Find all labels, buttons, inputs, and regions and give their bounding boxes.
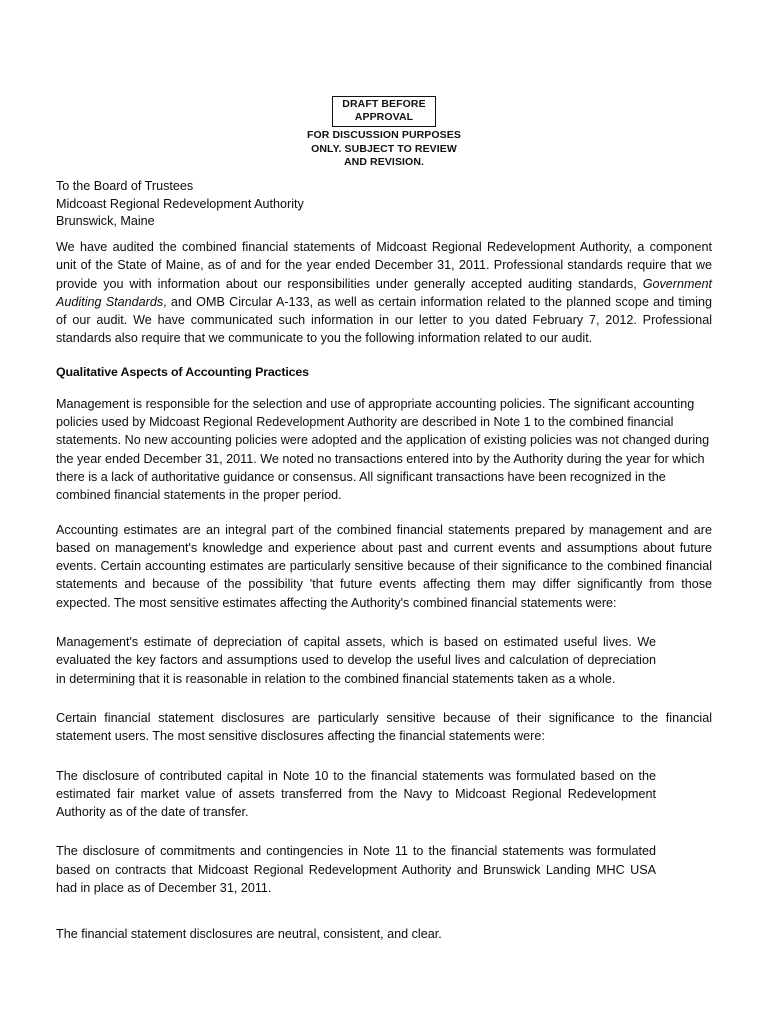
draft-stamp-line-2: ONLY. SUBJECT TO REVIEW [311,142,457,155]
draft-stamp-box-wrapper [56,96,712,127]
paragraph-accounting-estimates: Accounting estimates are an integral part of the combined financial statements prepared by management and are based on management's knowledge and experience about past and current events and assumptions about future events. Certain accounting estimates are particularly sensitive because of their significance to the combined financial statements and because of the possibility 'that future events affecting them may differ significantly from those expected. The most sensitive estimates affecting the Authority's combined financial statements were: [56,522,712,610]
draft-stamp-line-3: AND REVISION. [343,156,425,168]
paragraph-management-policies: Management is responsible for the selection and use of appropriate accounting policies. The significant accounting policies used by Midcoast Regional Redevelopment Authority are described in Note 1 to the combined financial statements. No new accounting policies were adopted and the application of existing policies was not changed during the year ended December 31, 2011. We noted no transactions entered into by the Authority during the year for which there is a lack of authoritative guidance or consensus. All significant transactions have been recognized in the combined financial statements in the proper period. [56,396,710,503]
draft-stamp [56,96,712,170]
standards-title-italic: Government Auditing Standards [56,276,712,309]
addressee-line-2: Midcoast Regional Redevelopment Authority [56,196,304,211]
letter-body [56,238,712,944]
draft-stamp-box [332,96,435,127]
paragraph-intro [56,238,712,348]
addressee-block [56,178,304,231]
paragraph-disclosure-note-10: The disclosure of contributed capital in Note 10 to the financial statements was formulated based on the estimated fair market value of assets transferred from the Navy to Midcoast Regional Redevelopment Authority as of the date of transfer. [56,768,656,820]
paragraph-depreciation-estimate: Management's estimate of depreciation of capital assets, which is based on estimated useful lives. We evaluated the key factors and assumptions used to develop the useful lives and calculation of depreciation in determining that it is reasonable in relation to the combined financial statements taken as a whole. [56,635,656,686]
draft-stamp-line-1: FOR DISCUSSION PURPOSES [307,129,461,141]
addressee-line-3: Brunswick, Maine [56,214,155,228]
addressee-line-1: To the Board of Trustees [56,179,194,193]
paragraph-disclosures-intro: Certain financial statement disclosures are particularly sensitive because of their significance to the financial statement users. The most sensitive disclosures affecting the financial statements were: [56,710,712,744]
draft-stamp-subtext [56,129,712,170]
paragraph-intro-part-2: , and OMB Circular A-133, as well as certain information related to the planned scope and timing of our audit. We have communicated such information in our letter to you dated February 7, 2012. Professional standards also require that we communicate to you the following information related to our audit. [56,294,713,346]
section-heading-qualitative-aspects: Qualitative Aspects of Accounting Practices [56,364,309,379]
draft-stamp-boxed-line-1: DRAFT BEFORE [342,98,426,110]
paragraph-disclosure-note-11: The disclosure of commitments and contingencies in Note 11 to the financial statements was formulated based on contracts that Midcoast Regional Redevelopment Authority and Brunswick Landing MHC USA had in place as of December 31, 2011. [56,844,656,896]
paragraph-intro-part-1: We have audited the combined financial statements of Midcoast Regional Redevelopment Authority, a component unit of the State of Maine, as of and for the year ended December 31, 2011. Professional standards require that we provide you with information about our responsibilities under generally accepted auditing standards, [56,240,712,291]
paragraph-closing: The financial statement disclosures are neutral, consistent, and clear. [56,927,442,942]
draft-stamp-boxed-line-2: APPROVAL [354,111,414,123]
spacer-before-closing [56,913,712,925]
